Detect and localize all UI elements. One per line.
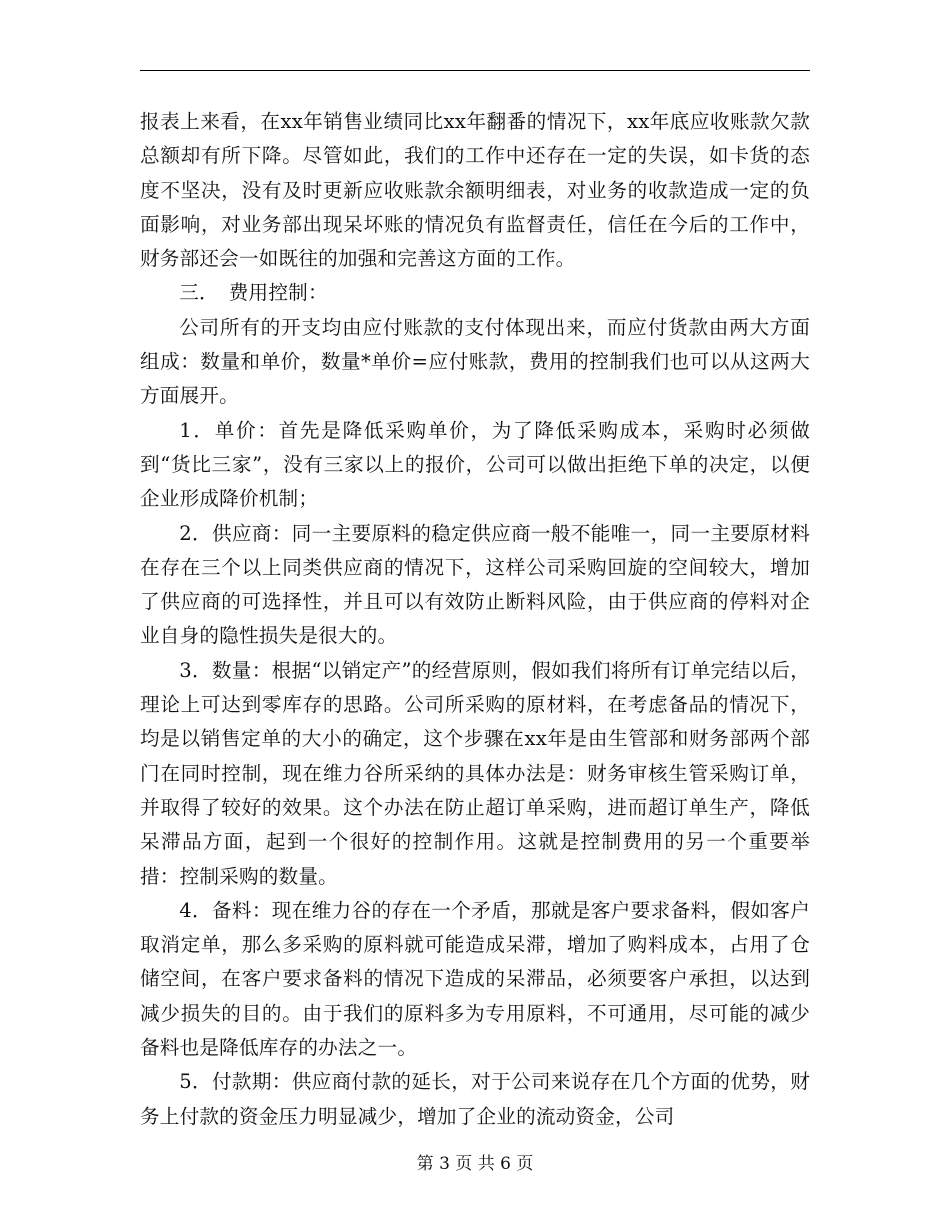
section-heading-expense-control: 三． 费用控制： <box>179 281 328 305</box>
paragraph-stock-preparation: 4．备料：现在维力谷的存在一个矛盾，那就是客户要求备料，假如客户取消定单，那么多采购的原料就可能造成呆滞，增加了购料成本，占用了仓储空间，在客户要求备料的情况下造成的呆滞品，必须要客户承担，以达到减少损失的目的。由于我们的原料多为专用原料，不可通用，尽可能的减少备料也是降低库存的办法之一。 <box>140 898 810 1060</box>
paragraph-supplier: 2．供应商：同一主要原料的稳定供应商一般不能唯一，同一主要原材料在存在三个以上同类供应商的情况下，这样公司采购回旋的空间较大，增加了供应商的可选择性，并且可以有效防止断料风险，由于供应商的停料对企业自身的隐性损失是很大的。 <box>140 521 810 648</box>
paragraph-receivables: 报表上来看，在xx年销售业绩同比xx年翻番的情况下，xx年底应收账款欠款总额却有所下降。尽管如此，我们的工作中还存在一定的失误，如卡货的态度不坚决，没有及时更新应收账款余额明细表，对业务的收款造成一定的负面影响，对业务部出现呆坏账的情况负有监督责任，信任在今后的工作中，财务部还会一如既往的加强和完善这方面的工作。 <box>140 110 810 271</box>
page-number-footer: 第 3 页 共 6 页 <box>416 1154 534 1174</box>
paragraph-quantity: 3．数量：根据“以销定产”的经营原则，假如我们将所有订单完结以后，理论上可达到零库存的思路。公司所采购的原材料，在考虑备品的情况下，均是以销售定单的大小的确定，这个步骤在xx年是由生管部和财务部两个部门在同时控制，现在维力谷所采纳的具体办法是：财务审核生管采购订单，并取得了较好的效果。这个办法在防止超订单采购，进而超订单生产，降低呆滞品方面，起到一个很好的控制作用。这就是控制费用的另一个重要举措：控制采购的数量。 <box>140 658 810 888</box>
paragraph-expense-intro: 公司所有的开支均由应付账款的支付体现出来，而应付货款由两大方面组成：数量和单价，数量*单价=应付账款，费用的控制我们也可以从这两大方面展开。 <box>140 315 810 408</box>
body-text <box>140 105 810 1134</box>
paragraph-payment-term: 5．付款期：供应商付款的延长，对于公司来说存在几个方面的优势，财务上付款的资金压力明显减少，增加了企业的流动资金，公司 <box>140 1070 810 1128</box>
header-rule <box>140 70 810 71</box>
paragraph-unit-price: 1．单价：首先是降低采购单价，为了降低采购成本，采购时必须做到“货比三家”，没有三家以上的报价，公司可以做出拒绝下单的决定，以便企业形成降价机制； <box>140 418 810 511</box>
